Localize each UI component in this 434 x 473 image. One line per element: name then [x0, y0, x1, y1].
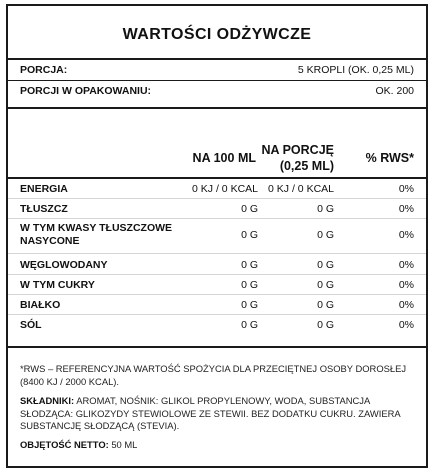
nutrient-label: W TYM KWASY TŁUSZCZOWE NASYCONE — [20, 222, 173, 247]
value-per-serving: 0 G — [317, 203, 334, 215]
value-rws: 0% — [398, 319, 414, 331]
row-divider — [8, 218, 426, 219]
nutrient-label: TŁUSZCZ — [20, 203, 68, 215]
value-rws: 0% — [398, 259, 414, 271]
value-per-serving: 0 G — [317, 229, 334, 241]
row-divider — [8, 314, 426, 315]
value-rws: 0% — [398, 183, 414, 195]
serving-row — [20, 64, 414, 76]
servings-per-pack-label: PORCJI W OPAKOWANIU: — [20, 85, 152, 97]
row-divider — [8, 294, 426, 295]
value-rws: 0% — [398, 279, 414, 291]
divider — [8, 58, 426, 60]
column-header-per-serving-line1: NA PORCJĘ — [261, 143, 334, 157]
net-volume — [20, 439, 412, 452]
value-per100: 0 G — [241, 319, 258, 331]
divider — [8, 177, 426, 179]
divider — [8, 346, 426, 348]
nutrient-label: SÓL — [20, 319, 42, 331]
value-rws: 0% — [398, 229, 414, 241]
value-per100: 0 G — [241, 259, 258, 271]
serving-value: 5 KROPLI (OK. 0,25 ML) — [297, 64, 414, 76]
nutrient-label: ENERGIA — [20, 183, 68, 195]
ingredients-label: SKŁADNIKI: — [20, 395, 75, 406]
panel-title: WARTOŚCI ODŻYWCZE — [122, 26, 312, 43]
value-rws: 0% — [398, 203, 414, 215]
servings-per-pack-row — [20, 85, 414, 97]
table-header — [8, 142, 426, 178]
value-per-serving: 0 KJ / 0 KCAL — [268, 183, 334, 195]
rws-footnote: *RWS – REFERENCYJNA WARTOŚĆ SPOŻYCIA DLA PRZECIĘTNEJ OSOBY DOROSŁEJ (8400 KJ / 2000 KCAL). — [20, 363, 407, 387]
divider — [8, 80, 426, 81]
net-volume-value: 50 ML — [111, 439, 138, 450]
column-header-rws: % RWS* — [365, 151, 414, 165]
value-per100: 0 KJ / 0 KCAL — [192, 183, 258, 195]
column-header-per-serving-line2: (0,25 ML) — [279, 159, 334, 173]
nutrient-label: WĘGLOWODANY — [20, 259, 108, 271]
value-rws: 0% — [398, 299, 414, 311]
row-divider — [8, 253, 426, 254]
value-per-serving: 0 G — [317, 299, 334, 311]
serving-label: PORCJA: — [20, 64, 68, 76]
value-per100: 0 G — [241, 229, 258, 241]
value-per-serving: 0 G — [317, 319, 334, 331]
row-divider — [8, 198, 426, 199]
value-per100: 0 G — [241, 299, 258, 311]
nutrition-panel — [6, 4, 428, 468]
column-header-per-serving — [244, 142, 334, 174]
nutrient-label: BIAŁKO — [20, 299, 61, 311]
value-per-serving: 0 G — [317, 259, 334, 271]
ingredients — [20, 395, 412, 433]
nutrient-label: W TYM CUKRY — [20, 279, 95, 291]
servings-per-pack-value: OK. 200 — [375, 85, 414, 97]
value-per100: 0 G — [241, 203, 258, 215]
divider — [8, 107, 426, 109]
value-per100: 0 G — [241, 279, 258, 291]
net-volume-label: OBJĘTOŚĆ NETTO: — [20, 439, 109, 450]
column-header-per100: NA 100 ML — [192, 151, 256, 165]
ingredients-text: AROMAT, NOŚNIK: GLIKOL PROPYLENOWY, WODA, SUBSTANCJA SŁODZĄCA: GLIKOZYDY STEWIOLOWE ZE STEWII. BEZ DODATKU CUKRU. ZAWIERA SUBSTANCJĘ SŁODZĄCĄ (STEVIA). — [20, 395, 401, 431]
value-per-serving: 0 G — [317, 279, 334, 291]
row-divider — [8, 274, 426, 275]
